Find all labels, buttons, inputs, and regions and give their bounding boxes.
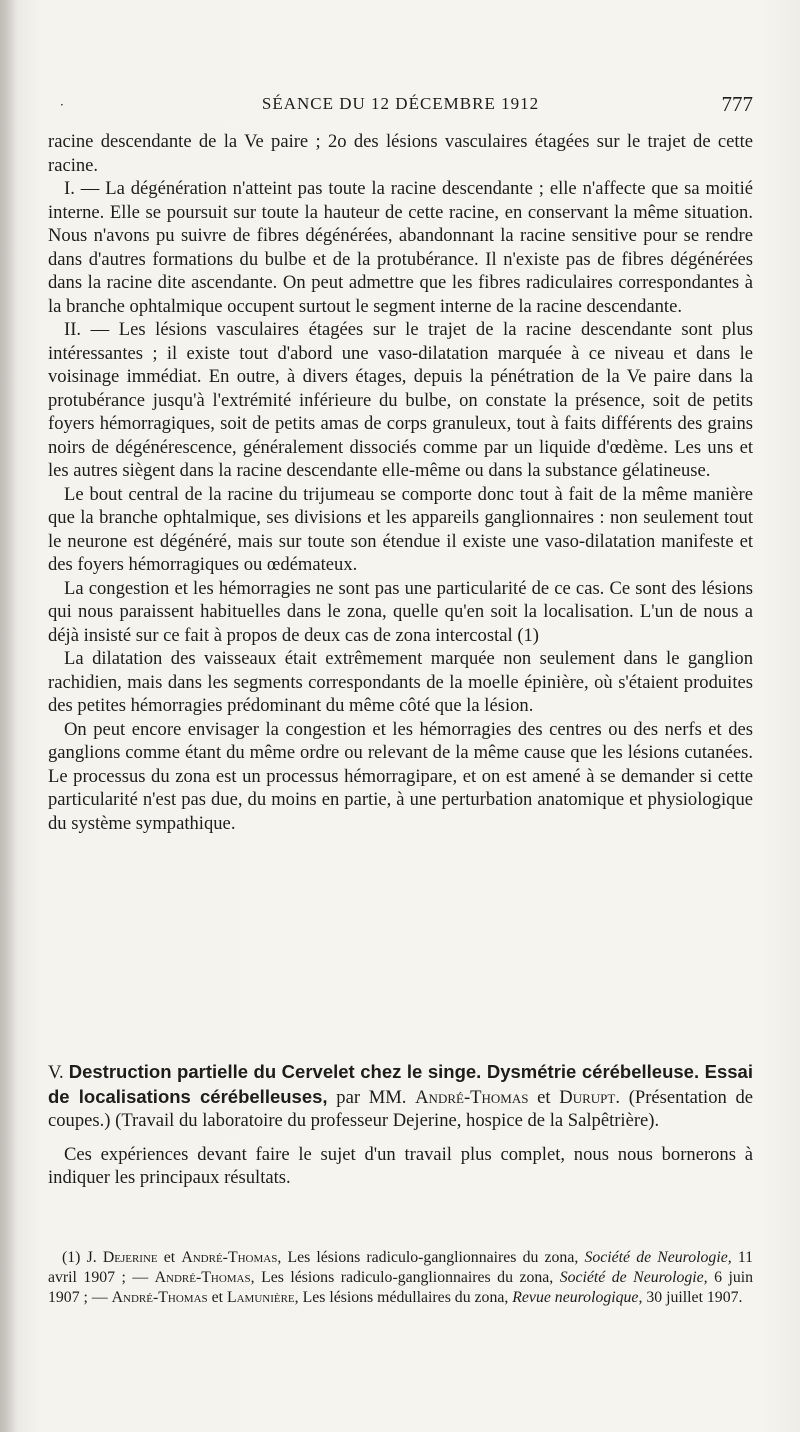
paragraph-trigeminal: Le bout central de la racine du trijumeau se comporte donc tout à fait de la même manière que la branche ophtalmique, ses divisions et les appareils ganglionnaires : non seulement tout le neurone est dégénéré, mais sur toute son étendue il existe une vaso-dilatation manifeste et des foyers hémorragiques ou œdémateux. — [48, 483, 753, 575]
paragraph-continuation: racine descendante de la Ve paire ; 2o des lésions vasculaires étagées sur le trajet de cette racine. — [48, 131, 753, 176]
footnote-author: André-Thomas — [111, 1289, 208, 1306]
section-v — [48, 1060, 753, 1190]
footnote-text: et — [211, 1289, 223, 1306]
section-by: par MM. — [336, 1086, 407, 1108]
section-intro: Ces expériences devant faire le sujet d'un travail plus complet, nous nous bornerons à indiquer les principaux résultats. — [48, 1143, 753, 1188]
section-author-1: André-Thomas — [415, 1086, 529, 1108]
running-title: SÉANCE DU 12 DÉCEMBRE 1912 — [261, 94, 540, 113]
footnote-author: J. Dejerine — [86, 1249, 158, 1266]
page-header — [48, 92, 753, 122]
footnote-journal: Revue neurologique, — [512, 1289, 643, 1306]
section-presentation: (Présentation de coupes.) (Travail du laboratoire du professeur Dejerine, hospice de la Salpêtrière). — [48, 1086, 754, 1131]
scan-shadow-edge — [0, 0, 18, 1432]
footnote-author: André-Thomas, — [154, 1269, 255, 1286]
section-title: Destruction partielle du Cervelet chez le singe. Dysmétrie cérébelleuse. Essai de localisations cérébelleuses, — [48, 1061, 753, 1107]
footnote-text: 30 juillet 1907. — [646, 1289, 743, 1306]
section-number: V. — [48, 1062, 64, 1083]
paragraph-section-ii: II. — Les lésions vasculaires étagées sur le trajet de la racine descendante sont plus intéressantes ; il existe tout d'abord une vaso-dilatation marquée à ce niveau et dans le voisinage immédiat. En outre, à divers étages, depuis la pénétration de la Ve paire dans la protubérance jusqu'à l'extrémité inférieure du bulbe, on constate la présence, soit de petits foyers hémorragiques, soit de petits amas de corps granuleux, tout à faits différents des grains noirs de dégénérescence, généralement dissociés comme par un liquide d'œdème. Les uns et les autres siègent dans la racine descendante elle-même ou dans la substance gélatineuse. — [48, 319, 753, 481]
header-dot: · — [60, 98, 64, 112]
body-text — [48, 130, 753, 835]
footnote-author: Lamunière, — [226, 1289, 299, 1306]
paragraph-dilatation: La dilatation des vaisseaux était extrêmement marquée non seulement dans le ganglion rachidien, mais dans les segments correspondants de la moelle épinière, où s'étaient produites des petites hémorragies prédominant du même côté que la lésion. — [48, 648, 753, 716]
footnote-author: André-Thomas, — [181, 1249, 282, 1266]
footnote-text: et — [163, 1249, 176, 1266]
footnote-journal: Société de Neurologie, — [559, 1269, 708, 1286]
footnote-text: Les lésions médullaires du zona, — [302, 1289, 509, 1306]
footnote-text: 6 juin 1907 ; — — [48, 1269, 754, 1306]
paragraph-sympathetic: On peut encore envisager la congestion et les hémorragies des centres ou des nerfs et des ganglions comme étant du même ordre ou relevant de la même cause que les lésions cutanées. Le processus du zona est un processus hémorragipare, et on est amené à se demander si cette particularité n'est pas due, du moins en partie, à une perturbation anatomique et physiologique du système sympathique. — [48, 718, 753, 834]
page-number: 777 — [721, 92, 753, 116]
section-author-2: Durupt. — [559, 1086, 620, 1108]
footnote — [48, 1248, 753, 1308]
footnote-text: 11 avril 1907 ; — — [48, 1249, 754, 1286]
section-and: et — [537, 1086, 551, 1108]
paragraph-congestion: La congestion et les hémorragies ne sont pas une particularité de ce cas. Ce sont des lésions qui nous paraissent habituelles dans le zona, quelle qu'en soit la localisation. L'un de nous a déjà insisté sur ce fait à propos de deux cas de zona intercostal (1) — [48, 577, 753, 646]
footnote-marker: (1) — [62, 1249, 81, 1266]
footnote-text: Les lésions radiculo-ganglionnaires du zona, — [261, 1269, 554, 1286]
footnote-journal: Société de Neurologie, — [584, 1249, 732, 1266]
footnote-text: Les lésions radiculo-ganglionnaires du zona, — [287, 1249, 579, 1266]
paragraph-section-i: I. — La dégénération n'atteint pas toute la racine descendante ; elle n'affecte que sa moitié interne. Elle se poursuit sur toute la hauteur de cette racine, en conservant la même situation. Nous n'avons pu suivre de fibres dégénérées, abandonnant la racine sensitive pour se rendre dans d'autres formations du bulbe et de la protubérance. Il n'existe pas de fibres dégénérées dans la racine dite ascendante. On peut admettre que les fibres radiculaires correspondantes à la branche ophtalmique occupent surtout le segment interne de la racine descendante. — [48, 178, 753, 317]
section-heading — [48, 1060, 753, 1133]
